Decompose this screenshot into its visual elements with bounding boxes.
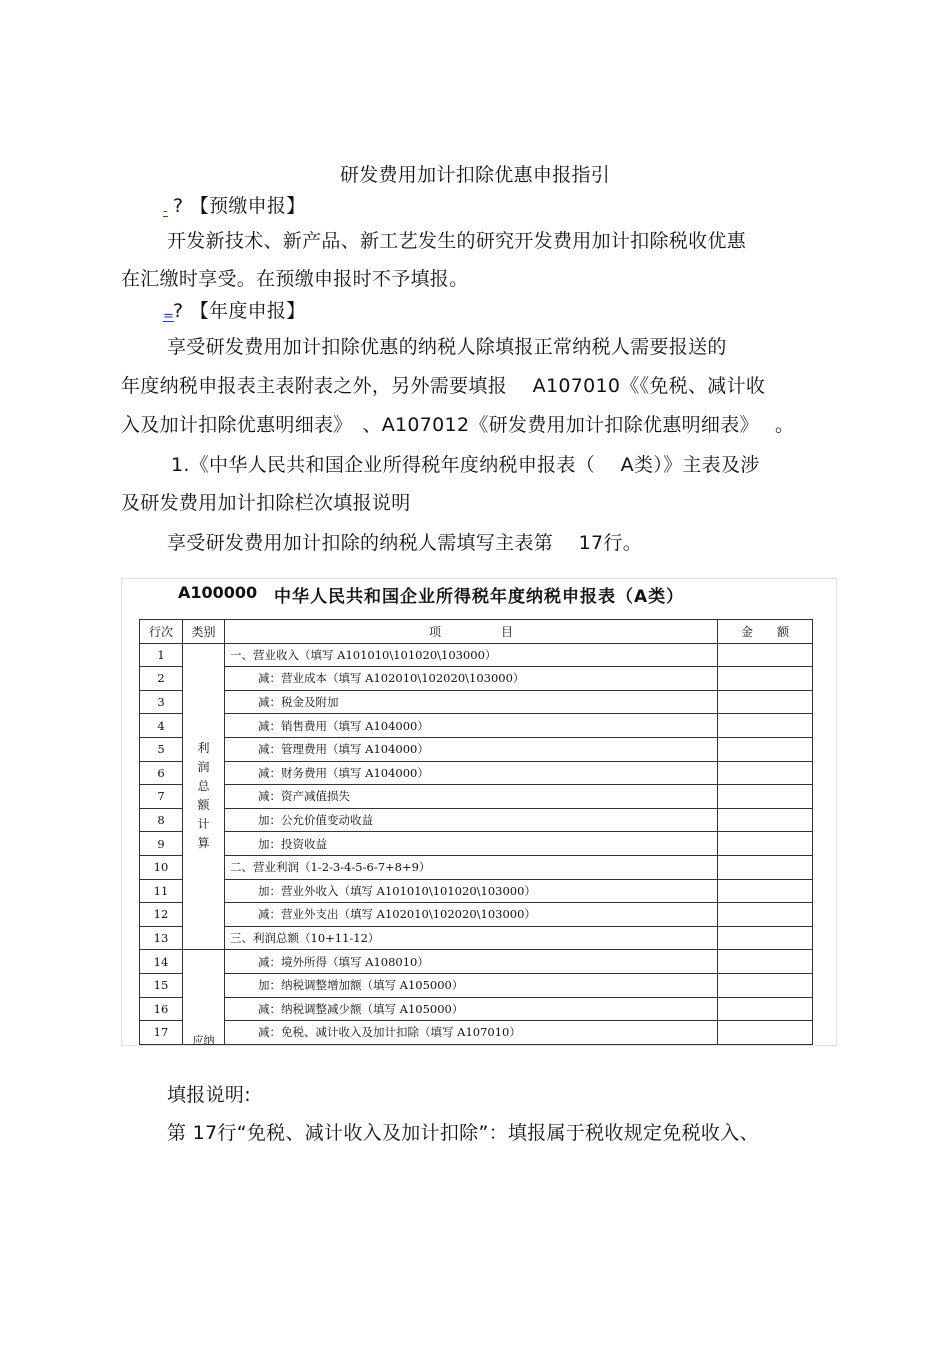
row-item [225,832,718,856]
row-item [225,926,718,950]
table-header-row [140,620,813,644]
tax-form-table [139,619,813,1045]
row-amount [718,1021,813,1045]
row-amount [718,785,813,809]
table-row [140,950,813,974]
table-row [140,832,813,856]
row-item [225,714,718,738]
paragraph-line: 享受研发费用加计扣除的纳税人需填写主表第 17行。 [167,532,643,554]
row-item [225,808,718,832]
row-number: 13 [140,926,183,950]
form-header [122,579,836,609]
row-item-text: 减：营业成本（填写 A102010\102020\103000） [258,671,525,686]
row-item-text: 一、营业收入（填写 A101010\101020\103000） [230,647,497,662]
numbered-item-heading: 1.《中华人民共和国企业所得税年度纳税申报表（ A类）》主表及涉 [171,454,760,476]
row-number: 16 [140,997,183,1021]
table-row [140,879,813,903]
row-amount [718,973,813,997]
row-number: 3 [140,690,183,714]
row-amount [718,997,813,1021]
table-row [140,667,813,691]
row-number: 1 [140,643,183,667]
row-amount [718,903,813,927]
paragraph-line: 入及加计扣除优惠明细表》 、A107012《研发费用加计扣除优惠明细表》 。 [121,414,795,436]
category-cell-tax [183,950,225,1044]
row-item [225,785,718,809]
row-amount [718,690,813,714]
row-item [225,1021,718,1045]
paragraph-line: 第 17行“免税、减计收入及加计扣除”：填报属于税收规定免税收入、 [167,1122,759,1144]
row-item [225,997,718,1021]
row-item-text: 减：财务费用（填写 A104000） [258,765,429,780]
table-row [140,973,813,997]
row-number: 8 [140,808,183,832]
row-amount [718,879,813,903]
header-category: 类别 [183,620,225,644]
table-row [140,1021,813,1045]
row-amount [718,737,813,761]
row-item-text: 减：资产减值损失 [258,789,350,804]
row-item [225,761,718,785]
section-heading-prepayment: - ? 【预缴申报】 [163,194,306,224]
row-item-text: 三、利润总额（10+11-12） [230,931,380,946]
row-amount [718,761,813,785]
row-number: 17 [140,1021,183,1045]
row-item [225,855,718,879]
row-number: 9 [140,832,183,856]
row-item-text: 减：境外所得（填写 A108010） [258,954,429,969]
table-row [140,785,813,809]
paragraph-line: 开发新技术、新产品、新工艺发生的研究开发费用加计扣除税收优惠 [167,230,747,252]
row-number: 10 [140,855,183,879]
header-amount: 金 额 [718,620,813,644]
row-number: 2 [140,667,183,691]
row-item [225,667,718,691]
row-amount [718,643,813,667]
row-amount [718,950,813,974]
row-item-text: 加：纳税调整增加额（填写 A105000） [258,978,464,993]
header-item: 项 目 [225,620,718,644]
row-number: 4 [140,714,183,738]
row-item-text: 减：纳税调整减少额（填写 A105000） [258,1001,464,1016]
row-amount [718,714,813,738]
row-amount [718,926,813,950]
header-row-no: 行次 [140,620,183,644]
row-number: 11 [140,879,183,903]
paragraph-line: 享受研发费用加计扣除优惠的纳税人除填报正常纳税人需要报送的 [167,336,727,358]
page-title: 研发费用加计扣除优惠申报指引 [339,164,611,186]
row-amount [718,667,813,691]
table-row [140,808,813,832]
row-item [225,973,718,997]
row-item-text: 加：营业外收入（填写 A101010\101020\103000） [258,883,536,898]
form-code: A100000 [178,583,258,602]
category-cell-profit [183,643,225,950]
bullet-icon: = [163,309,175,324]
row-item-text: 减：税金及附加 [258,695,339,710]
row-number: 15 [140,973,183,997]
category-label: 利润总额计算 [197,741,210,851]
category-label: 应纳 [192,1033,215,1046]
row-item-text: 减：销售费用（填写 A104000） [258,718,429,733]
row-amount [718,855,813,879]
row-number: 5 [140,737,183,761]
table-row [140,690,813,714]
table-row [140,997,813,1021]
row-number: 6 [140,761,183,785]
row-number: 7 [140,785,183,809]
row-item [225,690,718,714]
row-item-text: 减：管理费用（填写 A104000） [258,742,429,757]
paragraph-line: 在汇缴时享受。在预缴申报时不予填报。 [121,268,469,290]
section-heading-annual: =? 【年度申报】 [163,299,306,329]
table-row [140,926,813,950]
paragraph-line: 及研发费用加计扣除栏次填报说明 [121,492,411,514]
paragraph-line: 年度纳税申报表主表附表之外，另外需要填报 A107010《《免税、减计收 [121,375,766,397]
table-row [140,903,813,927]
table-row [140,761,813,785]
row-item [225,903,718,927]
table-row [140,737,813,761]
row-number: 12 [140,903,183,927]
row-item-text: 加：公允价值变动收益 [258,813,373,828]
table-row [140,643,813,667]
bullet-icon: - [163,204,168,219]
row-item-text: 二、营业利润（1-2-3-4-5-6-7+8+9） [230,860,431,875]
row-number: 14 [140,950,183,974]
row-item [225,737,718,761]
form-title: 中华人民共和国企业所得税年度纳税申报表（A类） [274,587,685,607]
row-item [225,879,718,903]
table-row [140,714,813,738]
row-item-text: 减：免税、减计收入及加计扣除（填写 A107010） [258,1025,521,1040]
table-row [140,855,813,879]
row-amount [718,832,813,856]
row-item-text: 加：投资收益 [258,836,327,851]
row-item [225,950,718,974]
notes-heading: 填报说明: [167,1084,251,1106]
row-amount [718,808,813,832]
row-item [225,643,718,667]
tax-form-image [121,578,837,1046]
row-item-text: 减：营业外支出（填写 A102010\102020\103000） [258,907,536,922]
